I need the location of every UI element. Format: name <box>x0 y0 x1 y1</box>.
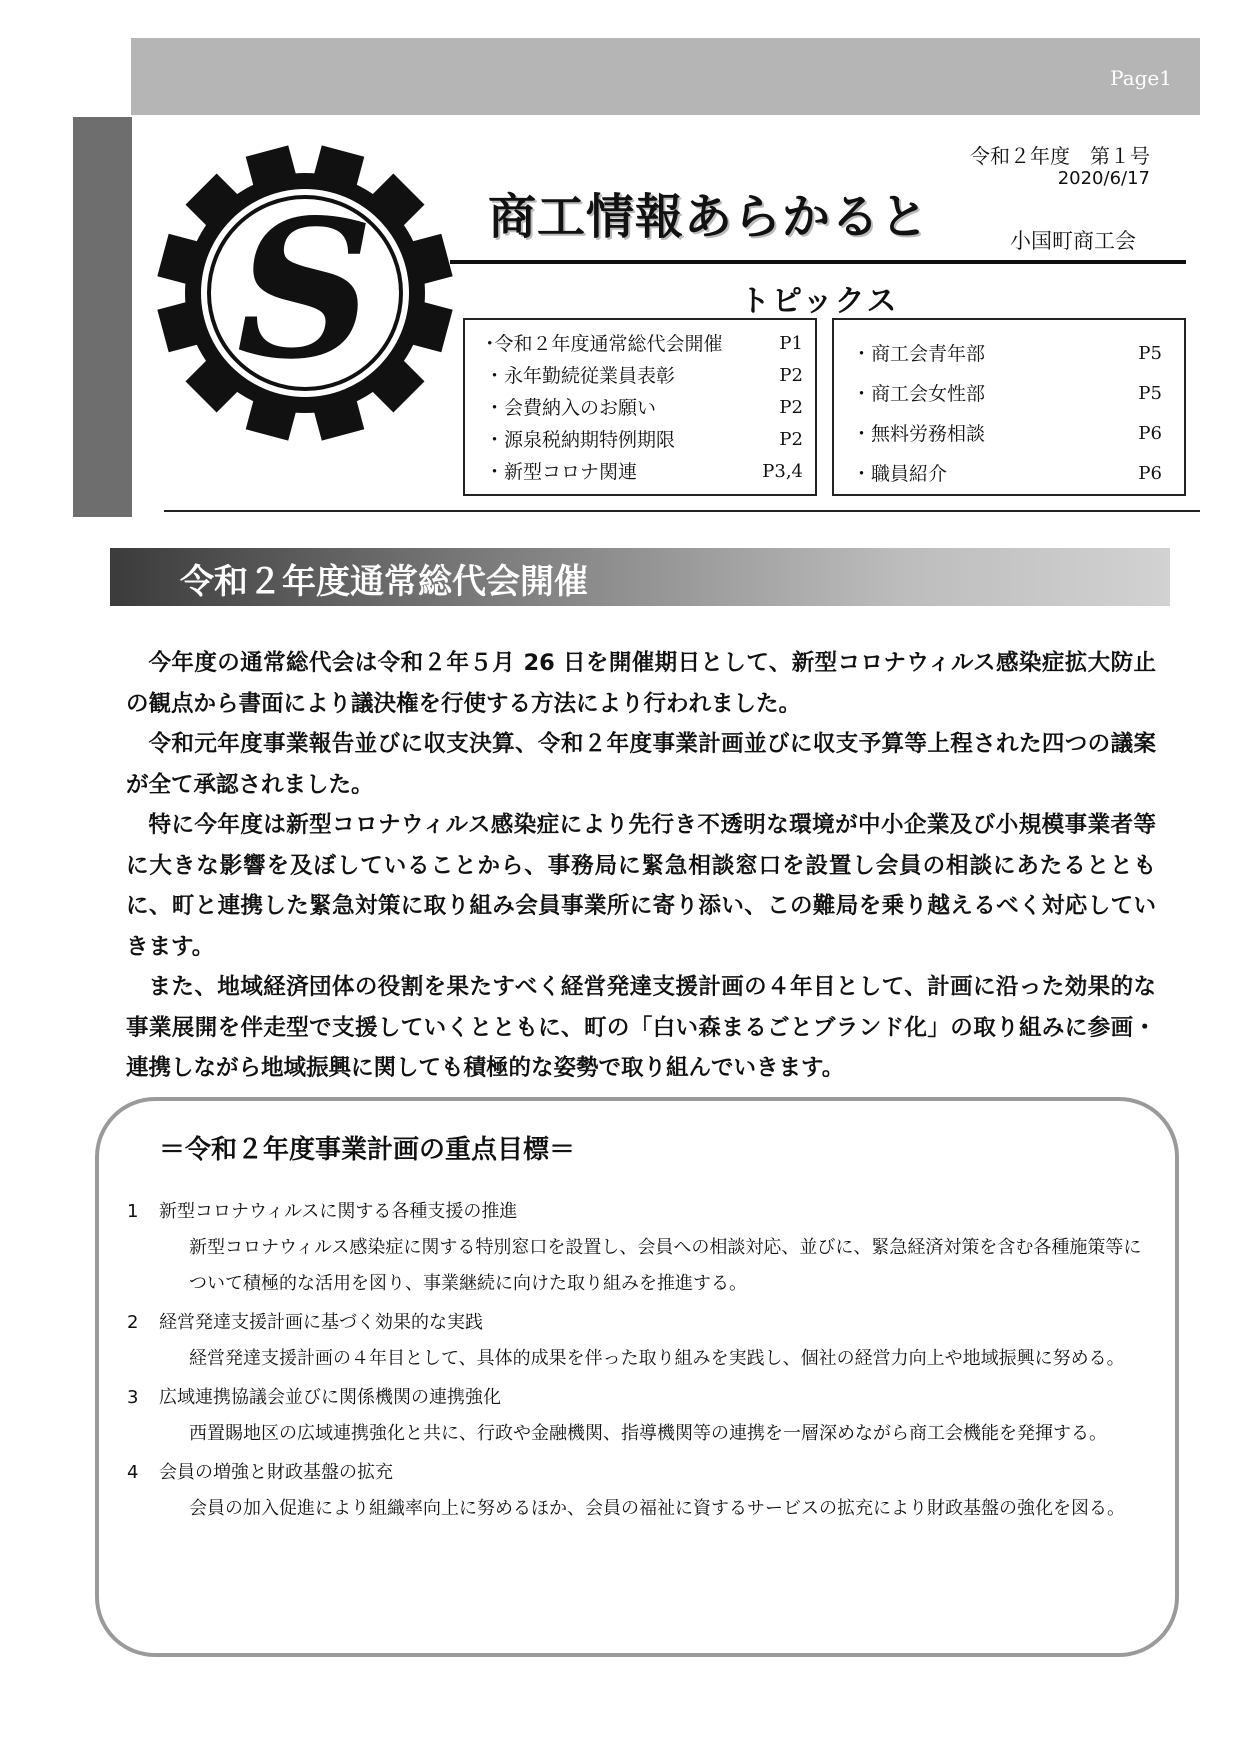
logo-letter: S <box>236 178 374 401</box>
issue-date: 2020/6/17 <box>1057 168 1150 189</box>
topic-item[interactable]: ・商工会青年部 P5 <box>852 343 1162 365</box>
topic-item[interactable]: ・源泉税納期特例期限 P2 <box>485 429 803 451</box>
goals-title: ＝令和２年度事業計画の重点目標＝ <box>159 1135 576 1165</box>
topics-box-right <box>832 318 1186 496</box>
issue-number: 令和２年度 第１号 <box>970 144 1150 168</box>
organization-name: 小国町商工会 <box>1010 229 1136 253</box>
section-title: 令和２年度通常総代会開催 <box>180 562 588 602</box>
goals-box <box>95 1097 1179 1657</box>
goal-description: 西置賜地区の広域連携強化と共に、行政や金融機関、指導機関等の連携を一層深めながら商工会機能を発揮する。 <box>189 1423 1107 1444</box>
header-divider <box>164 510 1200 512</box>
topics-box-left <box>463 318 817 496</box>
topic-item[interactable]: ･令和２年度通常総代会開催 P1 <box>485 333 803 355</box>
topics-heading: トピックス <box>740 284 899 319</box>
article-paragraph: 今年度の通常総代会は令和２年５月 26 日を開催期日として、新型コロナウィルス感染症拡大防止の観点から書面により議決権を行使する方法により行われました。 <box>126 650 1156 717</box>
goal-heading: 2 経営発達支援計画に基づく効果的な実践 <box>127 1312 483 1333</box>
page-number: Page1 <box>1110 66 1172 90</box>
topic-item[interactable]: ・永年勤続従業員表彰 P2 <box>485 365 803 387</box>
gear-logo-icon <box>140 128 470 458</box>
header-bar <box>131 38 1200 115</box>
goal-heading: 1 新型コロナウィルスに関する各種支援の推進 <box>127 1201 518 1222</box>
topic-item[interactable]: ・商工会女性部 P5 <box>852 383 1162 405</box>
article-paragraph: 特に今年度は新型コロナウィルス感染症により先行き不透明な環境が中小企業及び小規模事業者等に大きな影響を及ぼしていることから、事務局に緊急相談窓口を設置し会員の相談にあたるとともに、町と連携した緊急対策に取り組み会員事業所に寄り添い、この難局を乗り越えるべく対応していきます。 <box>126 812 1156 960</box>
newsletter-title: 商工情報あらかると <box>488 189 930 245</box>
article-paragraph: 令和元年度事業報告並びに収支決算、令和２年度事業計画並びに収支予算等上程された四つの議案が全て承認されました。 <box>126 731 1156 798</box>
topic-item[interactable]: ・職員紹介 P6 <box>852 463 1162 485</box>
goal-heading: 3 広域連携協議会並びに関係機関の連携強化 <box>127 1387 501 1408</box>
topic-item[interactable]: ・無料労務相談 P6 <box>852 423 1162 445</box>
article-body <box>126 643 1156 1089</box>
goal-description: 新型コロナウィルス感染症に関する特別窓口を設置し、会員への相談対応、並びに、緊急経済対策を含む各種施策等について積極的な活用を図り、事業継続に向けた取り組みを推進する。 <box>189 1237 1142 1294</box>
side-accent-bar <box>73 117 132 517</box>
title-divider <box>450 260 1186 264</box>
goal-heading: 4 会員の増強と財政基盤の拡充 <box>127 1462 393 1483</box>
section-banner <box>110 548 1170 606</box>
goal-description: 経営発達支援計画の４年目として、具体的成果を伴った取り組みを実践し、個社の経営力向上や地域振興に努める。 <box>189 1348 1125 1369</box>
topic-item[interactable]: ・会費納入のお願い P2 <box>485 397 803 419</box>
topic-item[interactable]: ・新型コロナ関連 P3,4 <box>485 461 803 483</box>
goal-description: 会員の加入促進により組織率向上に努めるほか、会員の福祉に資するサービスの拡充により財政基盤の強化を図る。 <box>189 1498 1125 1519</box>
article-paragraph: また、地域経済団体の役割を果たすべく経営発達支援計画の４年目として、計画に沿った効果的な事業展開を伴走型で支援していくとともに、町の「白い森まるごとブランド化」の取り組みに参画・連携しながら地域振興に関しても積極的な姿勢で取り組んでいきます。 <box>126 974 1156 1081</box>
goals-list <box>127 1193 1157 1529</box>
